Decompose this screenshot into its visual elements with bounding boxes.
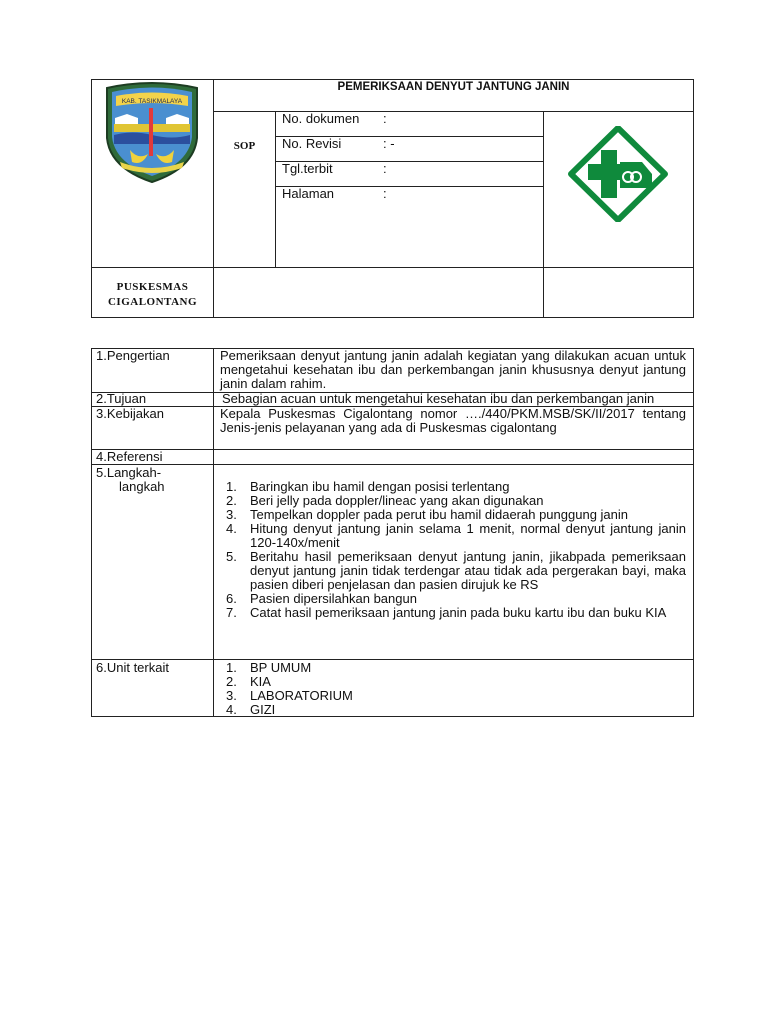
kabupaten-emblem-logo [102, 80, 202, 184]
list-item [216, 508, 686, 522]
list-item [216, 494, 686, 508]
list-item-number: 2. [226, 493, 237, 508]
document-title: PEMERIKSAAN DENYUT JANTUNG JANIN [337, 81, 570, 93]
tujuan-label: 2.Tujuan [96, 391, 147, 406]
list-item [216, 689, 686, 703]
doc-field-label: No. dokumen [282, 111, 360, 126]
referensi-label: 4.Referensi [96, 449, 163, 464]
list-item-text: BP UMUM [250, 660, 312, 675]
list-item-text: Catat hasil pemeriksaan jantung janin pada buku kartu ibu dan buku KIA [250, 605, 667, 620]
list-item-number: 6. [226, 591, 237, 606]
list-item-number: 4. [226, 521, 237, 536]
unit-terkait-list [216, 661, 686, 717]
list-item [216, 703, 686, 717]
list-item-number: 4. [226, 702, 237, 717]
list-item-text: GIZI [250, 702, 276, 717]
svg-text:KAB. TASIKMALAYA: KAB. TASIKMALAYA [121, 98, 183, 105]
org-name-line2: CIGALONTANG [107, 296, 198, 308]
list-item-text: KIA [250, 674, 271, 689]
doc-field-value: : [383, 111, 387, 126]
list-item-number: 2. [226, 674, 237, 689]
list-item-text: Baringkan ibu hamil dengan posisi terlentang [250, 479, 510, 494]
list-item-number: 5. [226, 549, 237, 564]
puskesmas-logo [568, 126, 668, 222]
unit-terkait-label: 6.Unit terkait [96, 660, 169, 675]
list-item-text: Beri jelly pada doppler/lineac yang akan digunakan [250, 493, 544, 508]
list-item-text: Pasien dipersilahkan bangun [250, 591, 417, 606]
list-item-text: LABORATORIUM [250, 688, 353, 703]
langkah-steps-list [216, 480, 686, 620]
list-item-number: 1. [226, 479, 237, 494]
langkah-label [96, 466, 165, 494]
list-item-text: Beritahu hasil pemeriksaan denyut jantung janin, jikabpada pemeriksaan denyut jantung janin tidak terdengar atau tidak ada pergerakan bayi, maka pasien diberi penjelasan dan pasien dirujuk ke RS [250, 549, 686, 592]
tujuan-text: Sebagian acuan untuk mengetahui kesehatan ibu dan perkembangan janin [222, 391, 655, 406]
list-item-number: 1. [226, 660, 237, 675]
shield-emblem-icon [102, 80, 202, 184]
doc-field-value: : - [383, 136, 395, 151]
list-item-number: 3. [226, 507, 237, 522]
langkah-label-line2: langkah [119, 479, 165, 494]
sop-label: SOP [233, 140, 256, 152]
list-item [216, 661, 686, 675]
list-item-number: 7. [226, 605, 237, 620]
pengertian-label: 1.Pengertian [96, 348, 170, 363]
list-item [216, 592, 686, 606]
list-item [216, 675, 686, 689]
kebijakan-text: Kepala Puskesmas Cigalontang nomor …./440/PKM.MSB/SK/II/2017 tentang Jenis-jenis pelayanan yang ada di Puskesmas cigalontang [220, 406, 686, 435]
list-item [216, 522, 686, 550]
doc-field-label: No. Revisi [282, 136, 342, 151]
org-name [92, 280, 213, 310]
list-item-text: Hitung denyut jantung janin selama 1 menit, normal denyut jantung janin 120-140x/menit [250, 521, 686, 550]
list-item-number: 3. [226, 688, 237, 703]
pengertian-text: Pemeriksaan denyut jantung janin adalah kegiatan yang dilakukan acuan untuk mengetahui kesehatan ibu dan perkembangan janin khususnya denyut jantung janin dalam rahim. [220, 348, 686, 391]
org-name-line1: PUSKESMAS [116, 281, 189, 293]
doc-field-label: Halaman [282, 186, 335, 201]
langkah-label-line1: 5.Langkah- [96, 465, 162, 480]
puskesmas-cross-icon [568, 126, 668, 222]
list-item-text: Tempelkan doppler pada perut ibu hamil didaerah punggung janin [250, 507, 628, 522]
list-item [216, 606, 686, 620]
doc-field-value: : [383, 161, 387, 176]
list-item [216, 550, 686, 592]
doc-field-label: Tgl.terbit [282, 161, 333, 176]
doc-field-value: : [383, 186, 387, 201]
list-item [216, 480, 686, 494]
kebijakan-label: 3.Kebijakan [96, 406, 164, 421]
